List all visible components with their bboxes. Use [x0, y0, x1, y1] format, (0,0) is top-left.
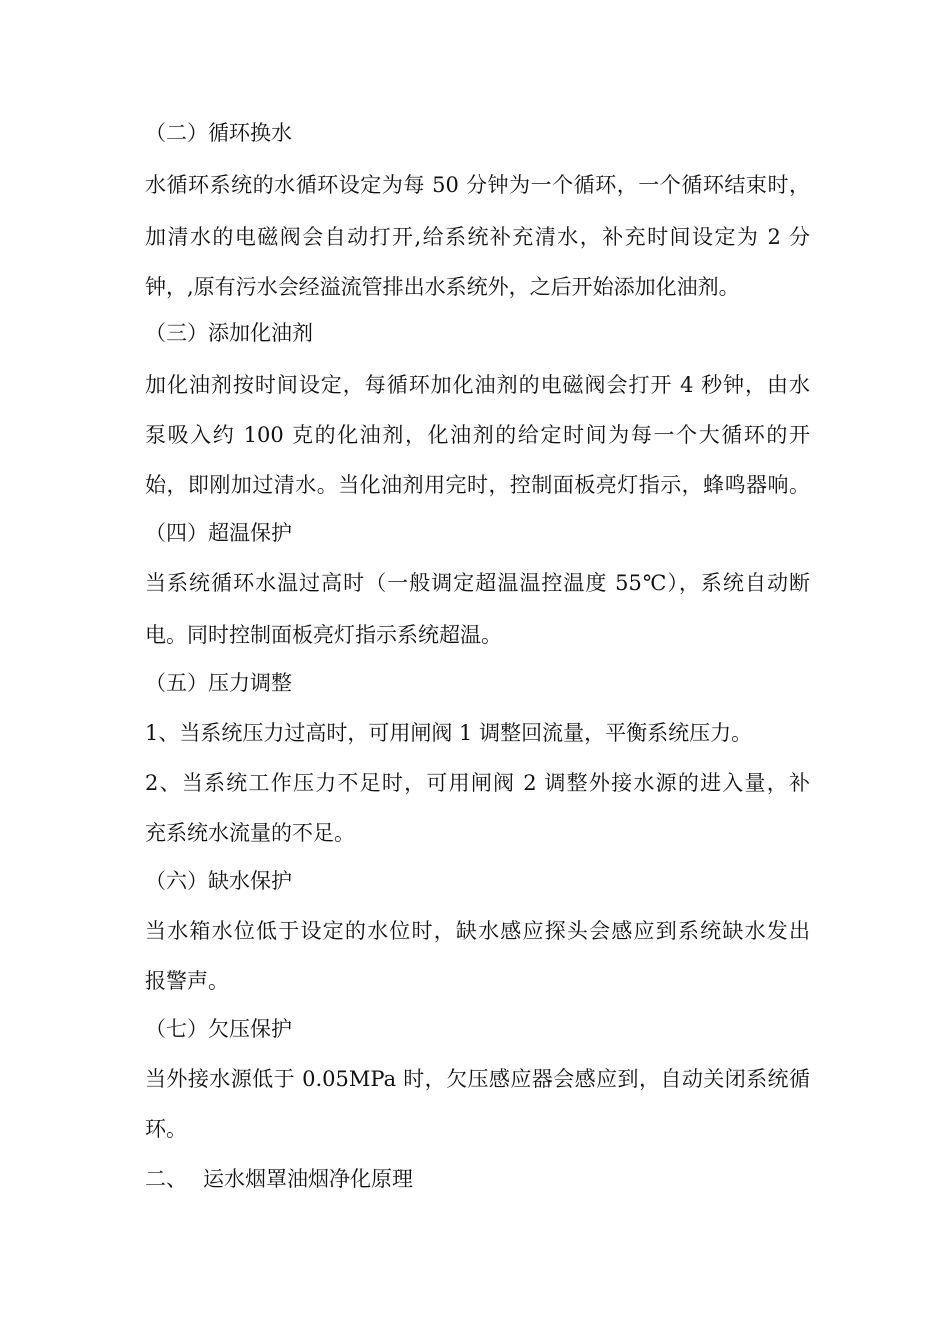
- paragraph-line: 报警声。: [145, 969, 229, 993]
- part-number: 二、: [145, 1167, 187, 1191]
- paragraph-line: 当外接水源低于 0.05MPa 时，欠压感应器会感应到，自动关闭系统循: [145, 1067, 810, 1091]
- list-item: 1、当系统压力过高时，可用闸阀 1 调整回流量，平衡系统压力。: [145, 721, 753, 745]
- section-heading-water-shortage-protection: （六）缺水保护: [145, 869, 292, 893]
- paragraph-line: 始，即刚加过清水。当化油剂用完时，控制面板亮灯指示，蜂鸣器响。: [145, 473, 810, 497]
- list-item: 2、当系统工作压力不足时，可用闸阀 2 调整外接水源的进入量，补: [145, 771, 810, 795]
- paragraph-line: 钟，,原有污水会经溢流管排出水系统外，之后开始添加化油剂。: [145, 275, 740, 299]
- section-heading-overtemperature-protection: （四）超温保护: [145, 521, 292, 545]
- paragraph-line: 加化油剂按时间设定，每循环加化油剂的电磁阀会打开 4 秒钟，由水: [145, 373, 810, 397]
- section-heading-add-degreaser: （三）添加化油剂: [145, 321, 313, 345]
- paragraph-line: 充系统水流量的不足。: [145, 821, 355, 845]
- part-title: 运水烟罩油烟净化原理: [203, 1167, 413, 1191]
- paragraph-line: 加清水的电磁阀会自动打开,给系统补充清水，补充时间设定为 2 分: [145, 225, 810, 249]
- paragraph-line: 环。: [145, 1117, 187, 1141]
- section-heading-circulation-water-change: （二）循环换水: [145, 121, 292, 145]
- paragraph-line: 水循环系统的水循环设定为每 50 分钟为一个循环，一个循环结束时，: [145, 173, 810, 197]
- paragraph-line: 当系统循环水温过高时（一般调定超温温控温度 55℃），系统自动断: [145, 571, 810, 595]
- section-heading-pressure-adjustment: （五）压力调整: [145, 671, 292, 695]
- paragraph-line: 电。同时控制面板亮灯指示系统超温。: [145, 623, 502, 647]
- section-heading-undervoltage-protection: （七）欠压保护: [145, 1017, 292, 1041]
- part-heading: [145, 1164, 810, 1194]
- paragraph-line: 泵吸入约 100 克的化油剂，化油剂的给定时间为每一个大循环的开: [145, 423, 810, 447]
- paragraph-line: 当水箱水位低于设定的水位时，缺水感应探头会感应到系统缺水发出: [145, 919, 810, 943]
